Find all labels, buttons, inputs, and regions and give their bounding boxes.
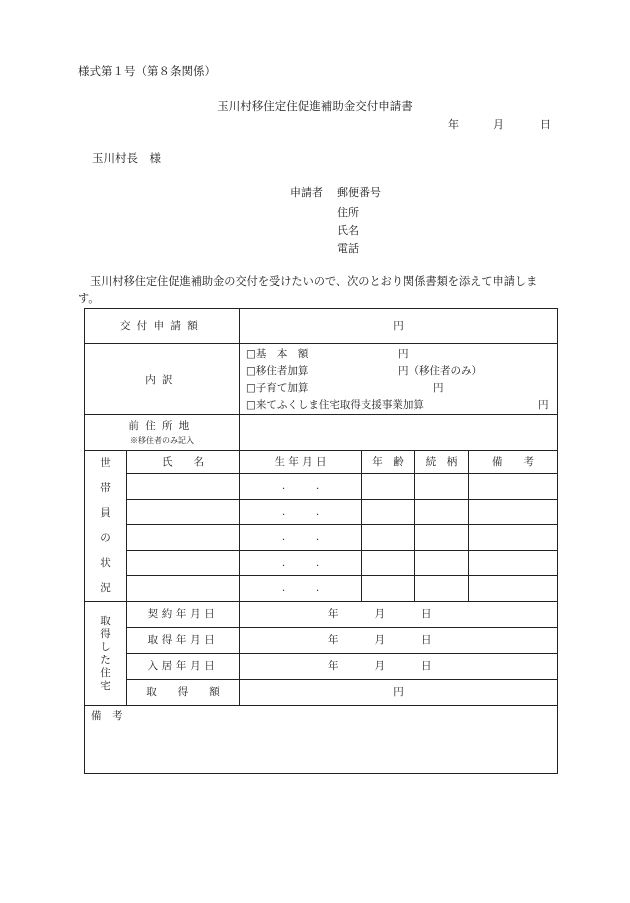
acquisition-label: 取 得 額 (146, 686, 220, 699)
col-header-name: 氏 名 (127, 451, 240, 474)
ymd-day: 日 (421, 660, 432, 673)
breakdown-item[interactable] (246, 346, 557, 363)
household-label (85, 451, 127, 602)
household-row (85, 525, 558, 551)
member-relation-field[interactable] (415, 550, 469, 576)
housing-label-char: し (100, 640, 111, 653)
housing-row (85, 654, 558, 680)
housing-row-label-cell (127, 628, 240, 654)
breakdown-item-label: □子育て加算 (246, 382, 309, 394)
housing-row-label-cell (127, 654, 240, 680)
grant-amount-row (85, 309, 558, 344)
birth-sep: . (315, 582, 320, 595)
member-birth-field[interactable] (240, 576, 362, 602)
previous-address-row (85, 415, 558, 451)
date-month: 月 (493, 118, 504, 131)
remarks-label: 備 考 (91, 710, 123, 722)
remarks-field[interactable] (85, 706, 558, 774)
member-remarks-field[interactable] (469, 576, 558, 602)
ymd-day: 日 (421, 634, 432, 647)
ymd-year: 年 (328, 660, 339, 673)
member-remarks-field[interactable] (469, 525, 558, 551)
applicant-postal-label: 郵便番号 (337, 186, 381, 199)
household-label-char: 帯 (100, 482, 111, 494)
birth-sep: . (281, 480, 286, 493)
household-label-char: 況 (100, 582, 111, 594)
household-label-char: の (100, 532, 111, 544)
housing-label-char: 取 (100, 614, 111, 627)
birth-sep: . (315, 531, 320, 544)
breakdown-item-label: □移住者加算 (246, 365, 309, 377)
member-birth-field[interactable] (240, 550, 362, 576)
ymd-year: 年 (328, 608, 339, 621)
ymd-day: 日 (421, 608, 432, 621)
birth-sep: . (315, 505, 320, 518)
applicant-name-label: 氏名 (337, 224, 359, 237)
household-label-char: 員 (100, 507, 111, 519)
member-relation-field[interactable] (415, 474, 469, 500)
ymd-month: 月 (374, 634, 385, 647)
member-age-field[interactable] (362, 474, 415, 500)
household-row (85, 550, 558, 576)
household-label-char: 状 (100, 557, 111, 569)
member-remarks-field[interactable] (469, 499, 558, 525)
housing-row-label: 入居年月日 (147, 660, 219, 673)
household-row (85, 499, 558, 525)
breakdown-item-unit: 円 (433, 382, 444, 394)
grant-amount-label-cell (85, 309, 240, 344)
applicant-address-label: 住所 (337, 206, 359, 219)
birth-sep: . (281, 531, 286, 544)
member-age-field[interactable] (362, 525, 415, 551)
breakdown-item[interactable] (246, 397, 557, 414)
member-birth-field[interactable] (240, 525, 362, 551)
member-name-field[interactable] (127, 474, 240, 500)
col-header-relation: 続 柄 (415, 451, 469, 474)
member-name-field[interactable] (127, 550, 240, 576)
col-header-age: 年 齢 (362, 451, 415, 474)
housing-label-char: た (100, 653, 111, 666)
acquisition-amount-field[interactable] (240, 680, 558, 706)
addressee: 玉川村長 様 (92, 151, 161, 165)
household-header-row (85, 451, 558, 474)
ymd-month: 月 (374, 608, 385, 621)
breakdown-row (85, 344, 558, 415)
ymd-year: 年 (328, 634, 339, 647)
remarks-row (85, 706, 558, 774)
breakdown-label-cell (85, 344, 240, 415)
breakdown-item-label: □基 本 額 (246, 348, 309, 360)
col-header-remarks: 備 考 (469, 451, 558, 474)
housing-label (85, 602, 127, 706)
birth-sep: . (281, 556, 286, 569)
grant-amount-label: 交付申請額 (120, 319, 204, 332)
ymd-month: 月 (374, 660, 385, 673)
breakdown-item[interactable] (246, 363, 557, 380)
col-header-birth: 生 年 月 日 (240, 451, 362, 474)
birth-sep: . (281, 582, 286, 595)
household-row (85, 474, 558, 500)
member-age-field[interactable] (362, 550, 415, 576)
housing-row-label: 契約年月日 (147, 608, 219, 621)
housing-date-field[interactable] (240, 602, 558, 628)
member-name-field[interactable] (127, 576, 240, 602)
member-remarks-field[interactable] (469, 474, 558, 500)
applicant-phone-label: 電話 (337, 242, 359, 255)
document-title: 玉川村移住定住促進補助金交付申請書 (217, 99, 413, 113)
birth-sep: . (315, 480, 320, 493)
member-remarks-field[interactable] (469, 550, 558, 576)
previous-address-label: 前住所地 (128, 419, 196, 432)
previous-address-note: ※移住者のみ記入 (130, 435, 194, 445)
member-relation-field[interactable] (415, 576, 469, 602)
member-relation-field[interactable] (415, 499, 469, 525)
acquisition-unit: 円 (393, 686, 404, 699)
applicant-label: 申請者 (290, 186, 323, 199)
household-label-char: 世 (100, 457, 111, 469)
member-birth-field[interactable] (240, 474, 362, 500)
housing-row (85, 602, 558, 628)
breakdown-item-unit: 円（移住者のみ） (398, 365, 482, 377)
housing-row (85, 628, 558, 654)
breakdown-item-label: □来てふくしま住宅取得支援事業加算 (246, 399, 424, 411)
member-name-field[interactable] (127, 499, 240, 525)
member-relation-field[interactable] (415, 525, 469, 551)
acquisition-label-cell (127, 680, 240, 706)
grant-amount-unit: 円 (393, 319, 404, 332)
date-day: 日 (540, 118, 551, 131)
breakdown-item-unit: 円 (538, 399, 549, 411)
birth-sep: . (315, 556, 320, 569)
breakdown-label: 内訳 (145, 374, 179, 387)
acquisition-row (85, 680, 558, 706)
date-year: 年 (448, 118, 459, 131)
application-table (84, 308, 558, 774)
housing-label-char: 住 (100, 666, 111, 679)
housing-label-char: 宅 (100, 679, 111, 692)
intro-text: 玉川村移住定住促進補助金の交付を受けたいので、次のとおり関係書類を添えて申請します。 (78, 275, 538, 305)
form-number: 様式第１号（第８条関係） (78, 64, 216, 78)
household-row (85, 576, 558, 602)
housing-date-field[interactable] (240, 654, 558, 680)
previous-address-label-cell (85, 415, 240, 451)
previous-address-field[interactable] (240, 415, 558, 451)
grant-amount-field[interactable] (240, 309, 558, 344)
housing-row-label: 取得年月日 (147, 634, 219, 647)
housing-label-char: 得 (100, 627, 111, 640)
breakdown-field[interactable] (240, 344, 558, 415)
member-age-field[interactable] (362, 576, 415, 602)
housing-date-field[interactable] (240, 628, 558, 654)
member-name-field[interactable] (127, 525, 240, 551)
member-age-field[interactable] (362, 499, 415, 525)
breakdown-item[interactable] (246, 380, 557, 397)
breakdown-item-unit: 円 (398, 348, 409, 360)
birth-sep: . (281, 505, 286, 518)
housing-row-label-cell (127, 602, 240, 628)
member-birth-field[interactable] (240, 499, 362, 525)
